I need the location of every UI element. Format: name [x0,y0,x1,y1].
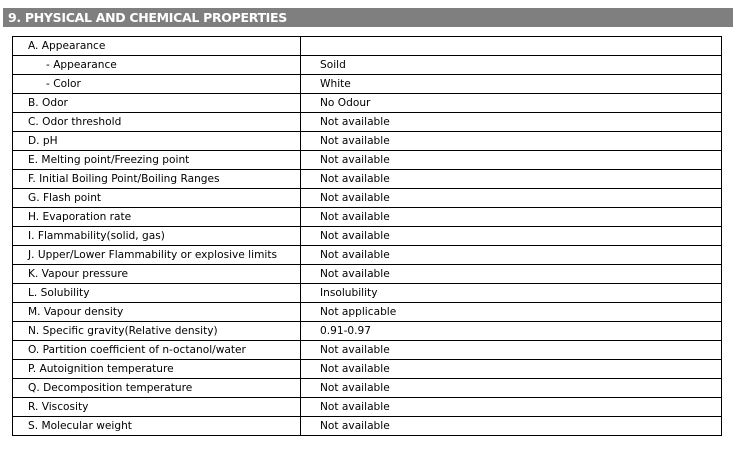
table-row [13,189,722,208]
property-value: Not available [301,265,722,284]
property-value: Not available [301,208,722,227]
table-row [13,417,722,436]
property-value: Not available [301,246,722,265]
property-label: M. Vapour density [13,303,301,322]
property-label: - Color [13,75,301,94]
property-value: Not available [301,170,722,189]
property-value: Not available [301,379,722,398]
table-row [13,37,722,56]
property-value: Not available [301,189,722,208]
property-value [301,37,722,56]
property-label: S. Molecular weight [13,417,301,436]
property-label: O. Partition coefficient of n-octanol/water [13,341,301,360]
table-row [13,227,722,246]
property-value: Not available [301,132,722,151]
property-value: 0.91-0.97 [301,322,722,341]
table-row [13,341,722,360]
property-value: Not available [301,398,722,417]
table-row [13,360,722,379]
property-label: - Appearance [13,56,301,75]
property-value: No Odour [301,94,722,113]
property-label: F. Initial Boiling Point/Boiling Ranges [13,170,301,189]
table-row [13,132,722,151]
properties-table [12,36,722,436]
property-value: Not available [301,151,722,170]
table-row [13,398,722,417]
property-label: C. Odor threshold [13,113,301,132]
property-label: G. Flash point [13,189,301,208]
property-label: R. Viscosity [13,398,301,417]
property-value: Not available [301,227,722,246]
property-value: Not available [301,113,722,132]
property-label: N. Specific gravity(Relative density) [13,322,301,341]
table-row [13,284,722,303]
table-row [13,170,722,189]
property-label: L. Solubility [13,284,301,303]
table-row [13,151,722,170]
property-label: E. Melting point/Freezing point [13,151,301,170]
property-label: Q. Decomposition temperature [13,379,301,398]
table-row [13,56,722,75]
table-row [13,113,722,132]
property-value: Not available [301,360,722,379]
section-title: 9. PHYSICAL AND CHEMICAL PROPERTIES [3,8,733,27]
table-row [13,208,722,227]
property-label: J. Upper/Lower Flammability or explosive limits [13,246,301,265]
property-value: Insolubility [301,284,722,303]
property-label: K. Vapour pressure [13,265,301,284]
table-row [13,379,722,398]
table-row [13,265,722,284]
property-label: A. Appearance [13,37,301,56]
table-row [13,94,722,113]
property-value: Soild [301,56,722,75]
table-row [13,322,722,341]
table-row [13,75,722,94]
property-value: Not applicable [301,303,722,322]
property-label: P. Autoignition temperature [13,360,301,379]
property-label: B. Odor [13,94,301,113]
property-value: Not available [301,341,722,360]
table-row [13,246,722,265]
table-row [13,303,722,322]
property-label: D. pH [13,132,301,151]
property-label: H. Evaporation rate [13,208,301,227]
property-label: I. Flammability(solid, gas) [13,227,301,246]
properties-table-body [13,37,722,436]
property-value: Not available [301,417,722,436]
property-value: White [301,75,722,94]
